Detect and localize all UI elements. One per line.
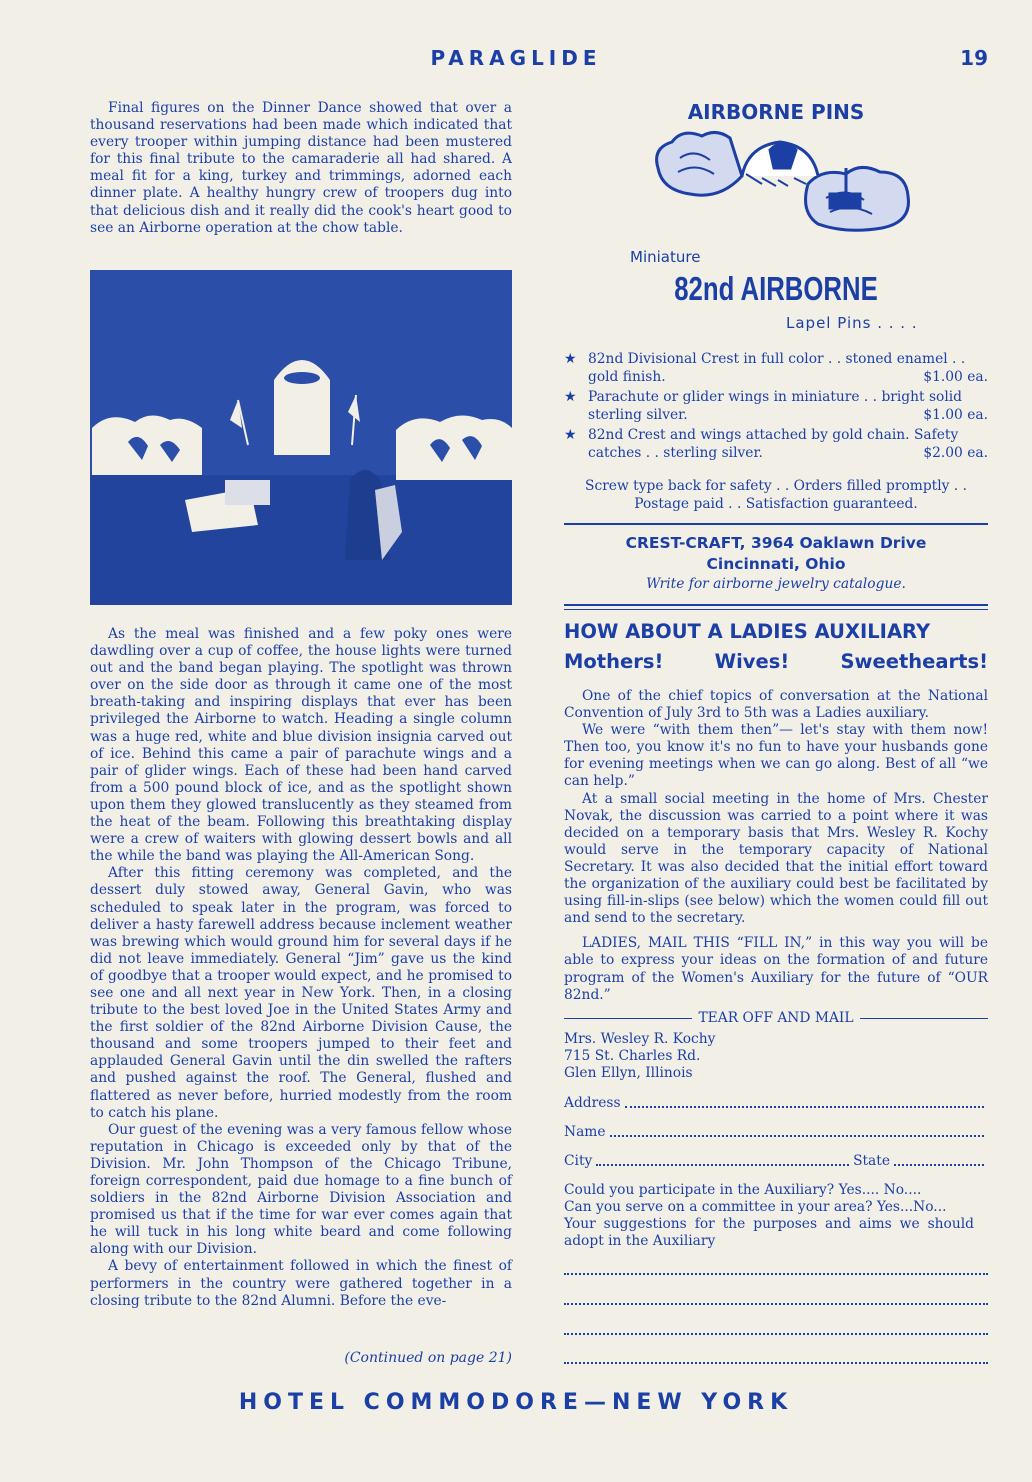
ad-item-price: $1.00 ea. — [923, 368, 988, 385]
article-intro-text: Final figures on the Dinner Dance showed that over a thousand reservations had been made which indicated that every trooper within jumping distance had been mustered for this final tribute to the camaraderie all had shared. A meal fit for a king, turkey and trimmings, adorned each dinner plate. A healthy hungry crew of troopers dug into that delicious dish and it really did the cook's heart good to see an Airborne operation at the chow table. — [90, 100, 512, 236]
ad-company — [564, 533, 988, 575]
ad-item-text: 82nd Divisional Crest in full color . . stoned enamel . . gold finish. — [588, 351, 966, 385]
tear-off-line — [564, 1010, 988, 1026]
auxiliary-heading: HOW ABOUT A LADIES AUXILIARY — [564, 620, 931, 643]
field-label: Address — [564, 1095, 621, 1111]
ad-item-price: $1.00 ea. — [923, 406, 988, 423]
airborne-pins-illustration — [650, 128, 912, 242]
star-icon: ★ — [564, 389, 577, 405]
auxiliary-questions — [564, 1182, 988, 1250]
mailing-address — [564, 1031, 988, 1082]
field-blank[interactable] — [625, 1106, 984, 1108]
ad-company-city: Cincinnati, Ohio — [706, 555, 846, 573]
wings-badge-icon — [650, 128, 912, 238]
auxiliary-paragraph: One of the chief topics of conversation at the National Convention of July 3rd to 5th was a Ladies auxiliary. — [564, 688, 988, 722]
article-intro — [90, 100, 512, 237]
field-blank[interactable] — [894, 1164, 984, 1166]
star-icon: ★ — [564, 351, 577, 367]
article-paragraph: Our guest of the evening was a very famous fellow whose reputation in Chicago is exceeded only by that of the Division. Mr. John Thompson of the Chicago Tribune, foreign correspondent, paid due homage to a fine bunch of soldiers in the 82nd Airborne Division Association and promised us that if the time for war ever comes again that he will tuck in his long white beard and come following along with our Division. — [90, 1121, 512, 1258]
ad-catalogue: Write for airborne jewelry catalogue. — [646, 576, 906, 592]
star-icon: ★ — [564, 427, 577, 443]
address-line: Glen Ellyn, Illinois — [564, 1065, 693, 1082]
ad-item — [564, 427, 988, 462]
answer-line[interactable] — [564, 1273, 988, 1275]
ad-item-text: Parachute or glider wings in miniature . . bright solid sterling silver. — [588, 389, 962, 423]
auxiliary-paragraph: LADIES, MAIL THIS “FILL IN,” in this way you will be able to express your ideas on the formation of and future program of the Women's Auxiliary for the future of “OUR 82nd.” — [564, 935, 988, 1003]
auxiliary-sub: Mothers! — [564, 650, 664, 673]
banquet-photo-illustration — [90, 270, 512, 605]
ad-item — [564, 389, 988, 424]
tear-dash — [564, 1018, 692, 1019]
field-label: Name — [564, 1124, 606, 1140]
question-with-blank — [564, 1216, 988, 1250]
question: Could you participate in the Auxiliary? Yes.... No.... — [564, 1182, 922, 1198]
divider — [564, 523, 988, 525]
field-blank[interactable] — [610, 1135, 984, 1137]
auxiliary-sub: Wives! — [714, 650, 790, 673]
page-footer: HOTEL COMMODORE—NEW YORK — [238, 1390, 794, 1415]
address-line: Mrs. Wesley R. Kochy — [564, 1031, 716, 1047]
ad-item-text: 82nd Crest and wings attached by gold chain. Safety catches . . sterling silver. — [588, 427, 959, 461]
running-head: PARAGLIDE — [430, 46, 602, 70]
continued-note: (Continued on page 21) — [344, 1350, 512, 1366]
auxiliary-subheading — [564, 650, 988, 673]
ad-lapel: Lapel Pins . . . . — [786, 314, 918, 332]
address-field[interactable] — [564, 1095, 988, 1111]
field-label: City — [564, 1153, 593, 1169]
ad-company-address: CREST-CRAFT, 3964 Oaklawn Drive — [625, 534, 927, 552]
page-number: 19 — [960, 46, 988, 70]
address-line: 715 St. Charles Rd. — [564, 1048, 701, 1065]
question: Your suggestions for the purposes and aims we should adopt in the Auxiliary — [564, 1216, 974, 1250]
ad-name: 82nd AIRBORNE — [674, 270, 878, 307]
answer-line[interactable] — [564, 1303, 988, 1305]
banquet-photo — [90, 270, 512, 605]
ad-items — [564, 351, 988, 465]
field-blank[interactable] — [596, 1164, 849, 1166]
city-state-field[interactable] — [564, 1153, 988, 1169]
ad-miniature: Miniature — [630, 248, 701, 266]
question: Can you serve on a committee in your area? Yes...No... — [564, 1199, 947, 1216]
auxiliary-paragraph: We were “with them then”— let's stay with them now! Then too, you know it's no fun to have your husbands gone for evening meetings when we can go along. Best of all “we can help.” — [564, 722, 988, 790]
name-field[interactable] — [564, 1124, 988, 1140]
field-label: State — [853, 1153, 890, 1169]
ad-item-price: $2.00 ea. — [923, 444, 988, 461]
divider — [564, 604, 988, 606]
auxiliary-sub: Sweethearts! — [840, 650, 988, 673]
answer-line[interactable] — [564, 1333, 988, 1335]
auxiliary-paragraph: At a small social meeting in the home of Mrs. Chester Novak, the discussion was carried to a point where it was decided on a temporary basis that Mrs. Wesley R. Kochy would serve in the temporary capacity of National Secretary. It was also decided that the initial effort toward the organization of the auxiliary could best be facilitated by using fill-in-slips (see below) which the women could fill out and send to the secretary. — [564, 790, 988, 927]
ad-title: AIRBORNE PINS — [687, 100, 865, 124]
tear-label: TEAR OFF AND MAIL — [698, 1010, 854, 1026]
ad-item — [564, 351, 988, 386]
tear-dash — [860, 1018, 988, 1019]
article-paragraph: As the meal was finished and a few poky ones were dawdling over a cup of coffee, the house lights were turned out and the band began playing. The spotlight was thrown over on the side door as through it came one of the most breath-taking and inspiring displays that ever has been privileged the Airborne to watch. Heading a single column was a huge red, white and blue division insignia carved out of ice. Behind this came a pair of parachute wings and a pair of glider wings. Each of these had been hand carved from a 500 pound block of ice, and as the spotlight shown upon them they glowed translucently as they steamed from the heat of the beam. Following this breathtaking display were a crew of waiters with glowing dessert bowls and all the while the band was playing the All-American Song. — [90, 626, 512, 865]
article-body — [90, 626, 512, 1310]
article-paragraph: A bevy of entertainment followed in which the finest of performers in the country were gathered together in a closing tribute to the 82nd Alumni. Before the eve- — [90, 1258, 512, 1309]
divider — [564, 609, 988, 610]
ad-screw-note: Screw type back for safety . . Orders filled promptly . . Postage paid . . Satisfaction guaranteed. — [585, 478, 967, 512]
auxiliary-body — [564, 688, 988, 1004]
article-paragraph: After this fitting ceremony was completed, and the dessert duly stowed away, General Gavin, who was scheduled to speak later in the program, was forced to deliver a hasty farewell address because inclement weather was brewing which would ground him for several days if he did not leave immediately. General “Jim” gave us the kind of goodbye that a trooper would expect, and he promised to see one and all next year in New York. Then, in a closing tribute to the best loved Joe in the United States Army and the first soldier of the 82nd Airborne Division Cause, the thousand and some troopers jumped to their feet and applauded General Gavin until the din swelled the rafters and pushed against the roof. The General, flushed and flattered as never before, hurried modestly from the room to catch his plane. — [90, 865, 512, 1121]
answer-line[interactable] — [564, 1362, 988, 1364]
